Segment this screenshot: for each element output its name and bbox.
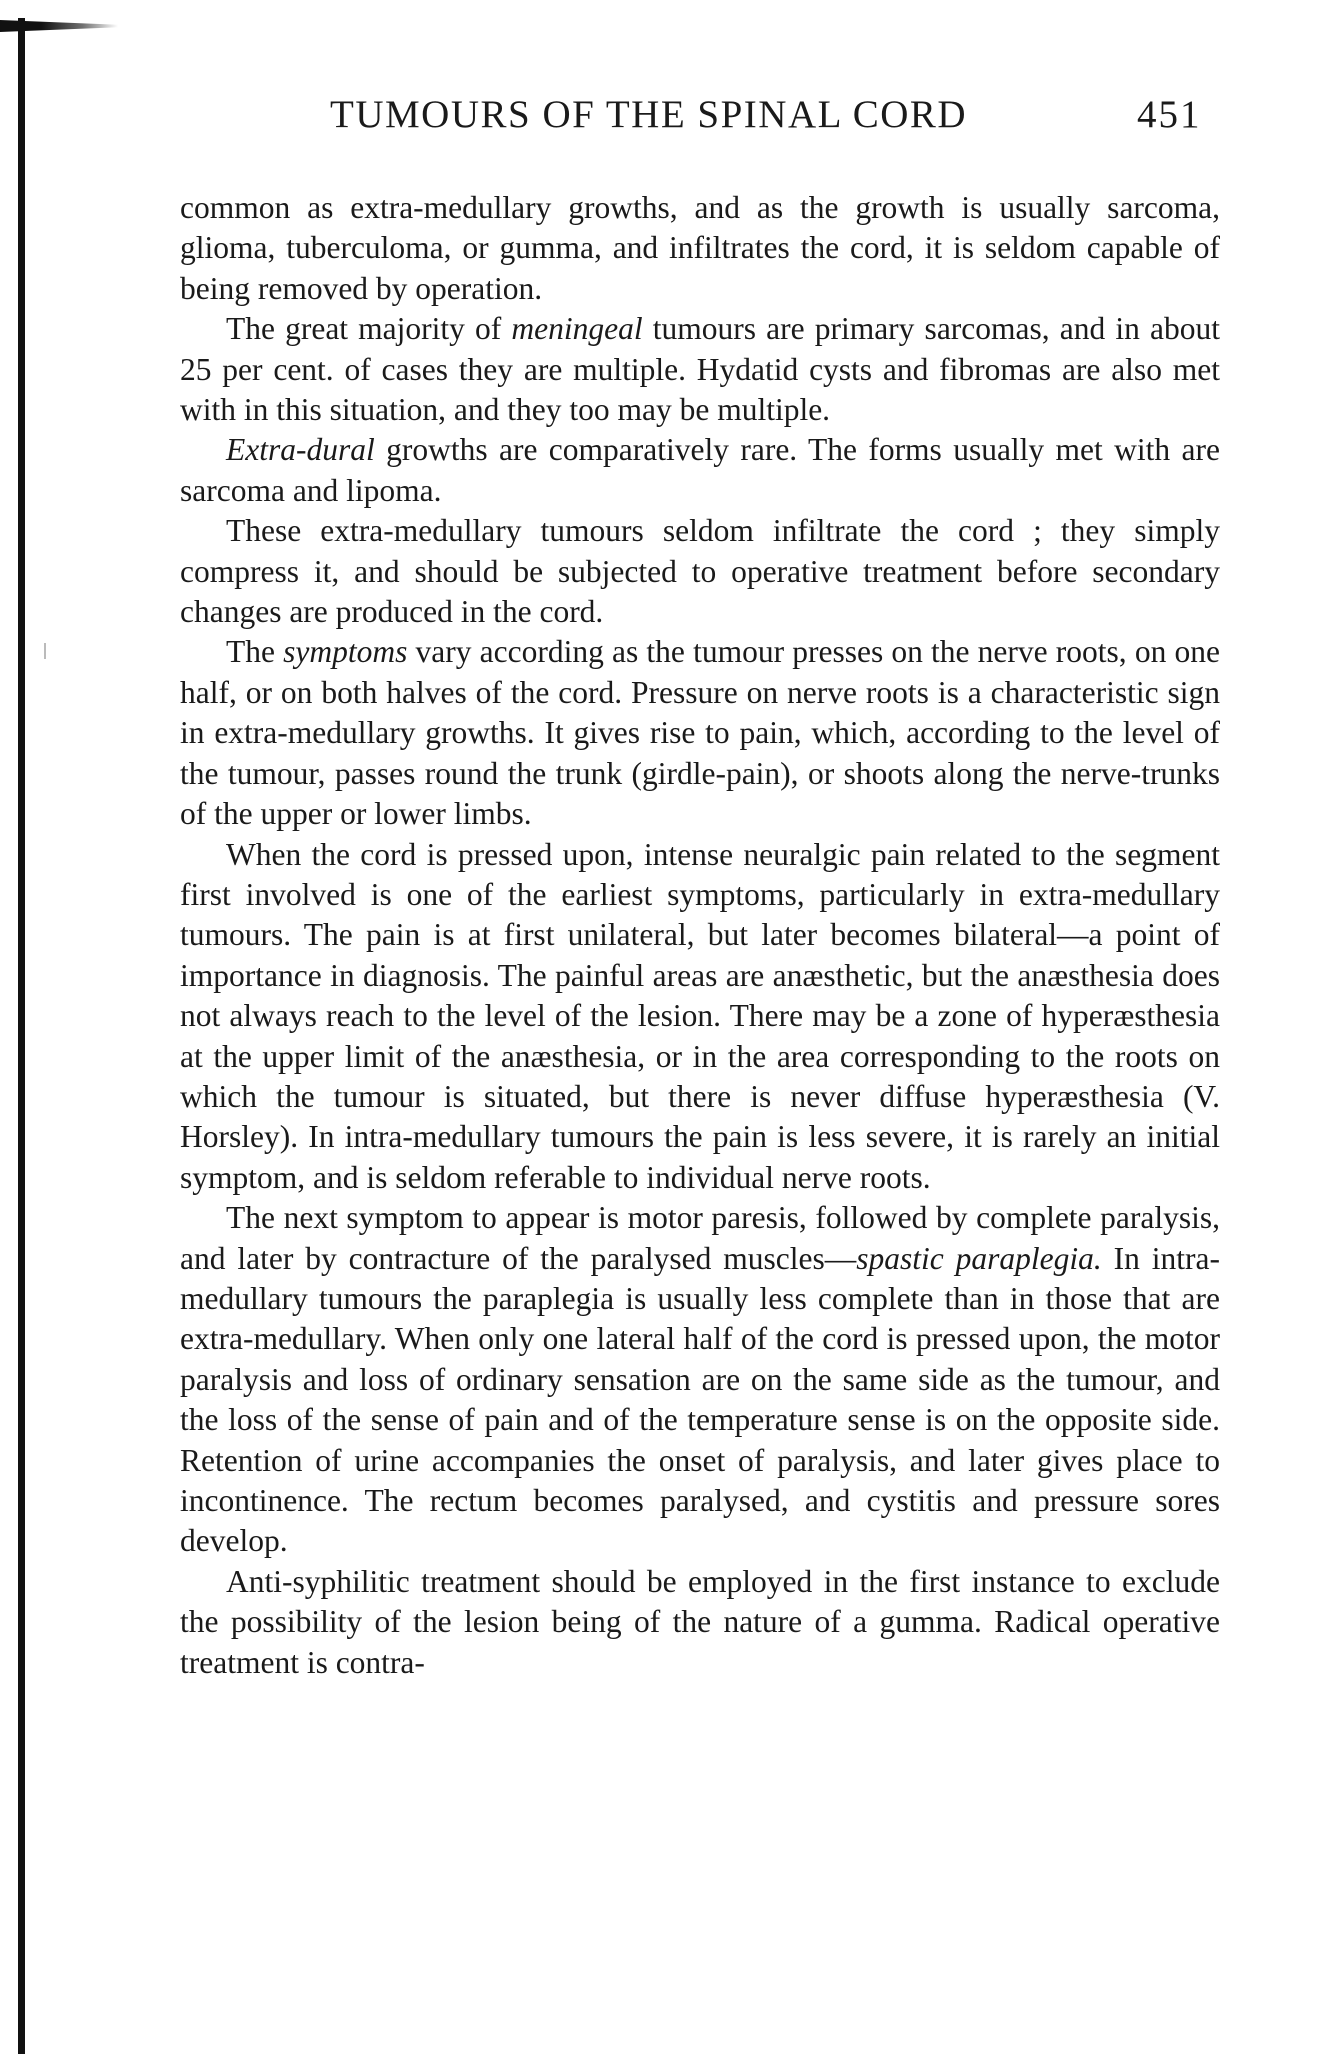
paragraph-text: In intra-medullary tumours the paraplegia is usually less complete than in those that are extra-medullary. When only one lateral half of the cord is pressed upon, the motor paralysis and loss of ordinary sensation are on the same side as the tumour, and the loss of the sense of pain and of the temperature sense is on the opposite side. Retention of urine accompanies the onset of paralysis, and later gives place to incontinence. The rectum becomes paralysed, and cystitis and pressure sores develop.: [180, 1240, 1220, 1559]
paragraph-text: vary according as the tumour presses on the nerve roots, on one half, or on both halves of the cord. Pressure on nerve roots is a characteristic sign in extra-medullary growths. It gives rise to pain, which, according to the level of the tumour, passes round the trunk (girdle-pain), or shoots along the nerve-trunks of the upper or lower limbs.: [180, 634, 1220, 832]
paragraph-text: Anti-syphilitic treatment should be employed in the first instance to exclude the possibility of the lesion being of the nature of a gumma. Radical operative treatment is contra-: [180, 1563, 1220, 1680]
page-binding-edge: [18, 18, 25, 2054]
page-number: 451: [1137, 93, 1202, 136]
paragraph-text: growths are comparatively rare. The forms usually met with are sarcoma and lipoma.: [180, 432, 1220, 508]
paragraph-text: tumours are primary sarcomas, and in about 25 per cent. of cases they are multiple. Hydatid cysts and fibromas are also met with in this situation, and they too may be multiple.: [180, 311, 1220, 428]
paragraph: [180, 632, 1220, 834]
paragraph: [180, 188, 1220, 309]
running-title: TUMOURS OF THE SPINAL CORD: [330, 93, 968, 136]
paragraph: [180, 1562, 1220, 1683]
paragraph: [180, 430, 1220, 511]
page-speck: [44, 643, 46, 659]
paragraph: [180, 309, 1220, 430]
page-corner-mark: [0, 20, 118, 32]
paragraph-text: The: [226, 634, 284, 670]
italic-term: spastic paraplegia.: [856, 1240, 1102, 1276]
paragraph-text: These extra-medullary tumours seldom infiltrate the cord ; they simply compress it, and should be subjected to operative treatment before secondary changes are produced in the cord.: [180, 513, 1220, 630]
italic-term: Extra-dural: [226, 432, 375, 468]
paragraph-text: The next symptom to appear is motor paresis, followed by complete paralysis, and later by contracture of the paralysed muscles—: [180, 1200, 1220, 1276]
paragraph: [180, 835, 1220, 1199]
paragraph-text: When the cord is pressed upon, intense neuralgic pain related to the segment first involved is one of the earliest symptoms, particularly in extra-medullary tumours. The pain is at first unilateral, but later becomes bilateral—a point of importance in diagnosis. The painful areas are anæsthetic, but the anæsthesia does not always reach to the level of the lesion. There may be a zone of hyperæsthesia at the upper limit of the anæsthesia, or in the area corresponding to the roots on which the tumour is situated, but there is never diffuse hyperæsthesia (V. Horsley). In intra-medullary tumours the pain is less severe, it is rarely an initial symptom, and is seldom referable to individual nerve roots.: [180, 836, 1220, 1195]
body-text: [180, 188, 1220, 1683]
paragraph-text: The great majority of: [226, 311, 512, 347]
paragraph: [180, 511, 1220, 632]
page-header: [330, 92, 1230, 152]
paragraph-text: common as extra-medullary growths, and as the growth is usually sarcoma, glioma, tuberculoma, or gumma, and infiltrates the cord, it is seldom capable of being removed by operation.: [180, 190, 1220, 306]
italic-term: meningeal: [511, 311, 643, 347]
italic-term: symptoms: [283, 634, 408, 670]
paragraph: [180, 1198, 1220, 1562]
